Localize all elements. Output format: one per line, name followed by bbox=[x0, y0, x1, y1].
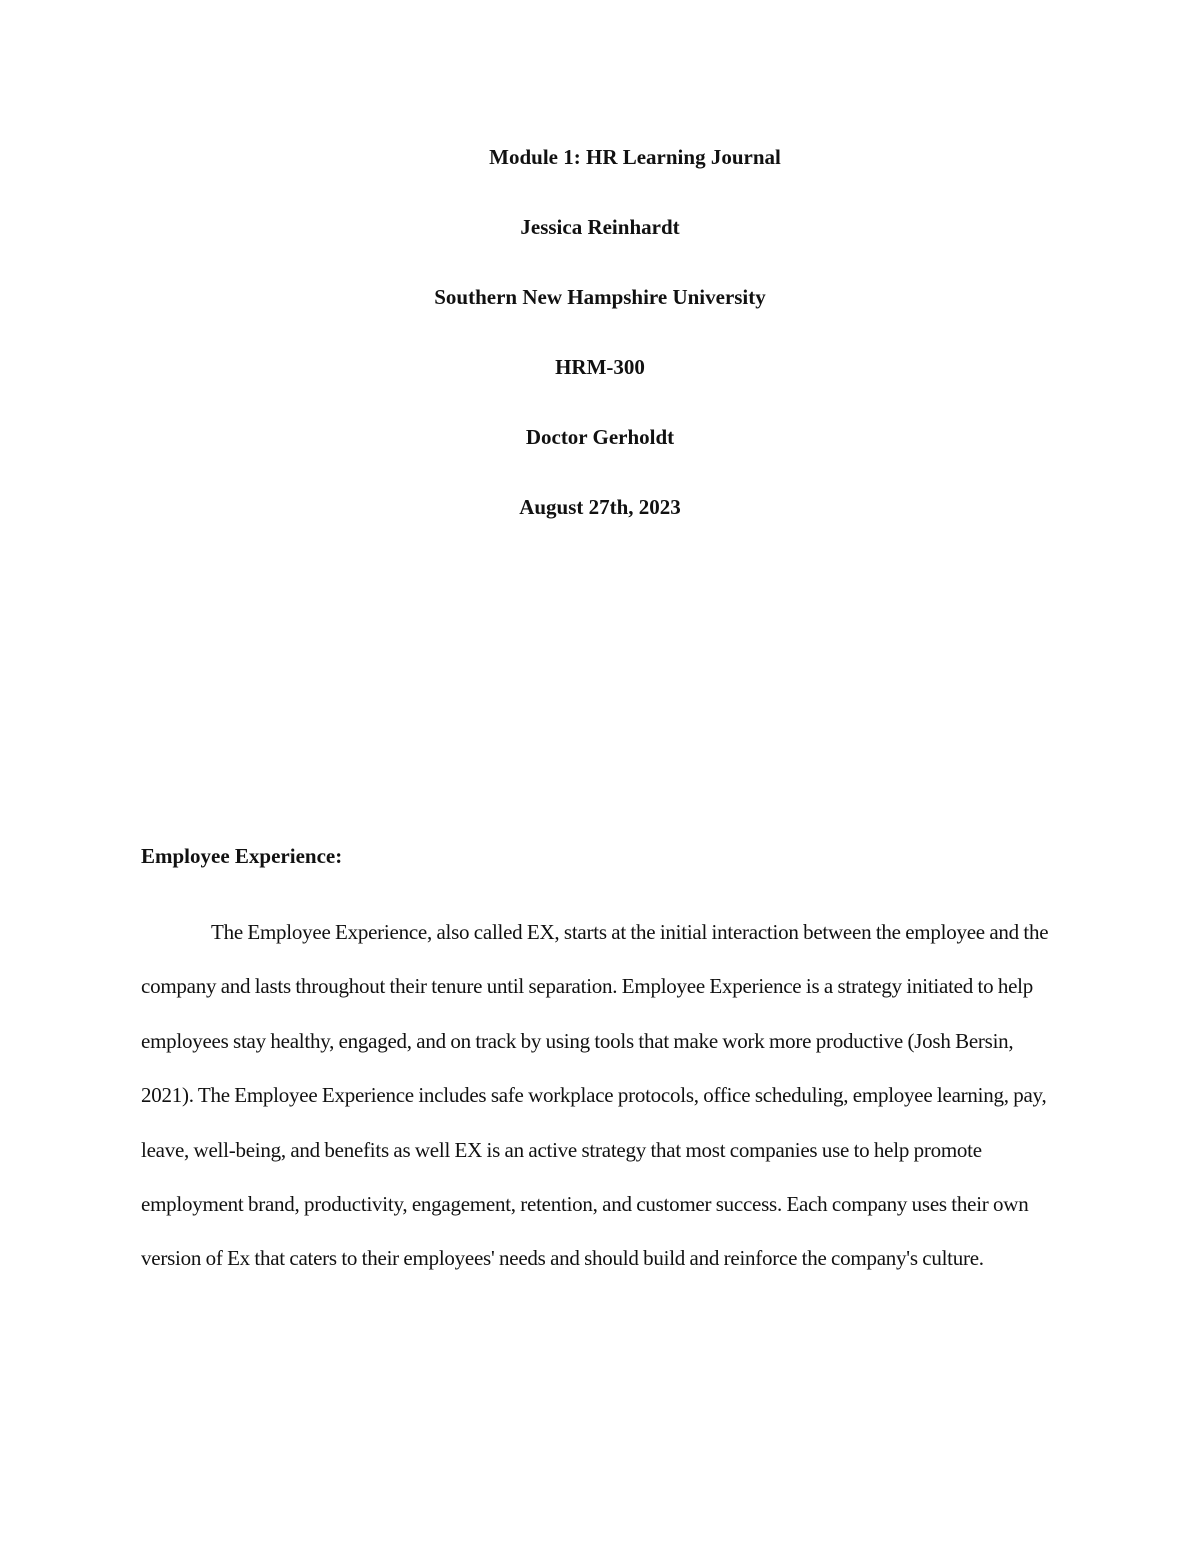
body-paragraph: The Employee Experience, also called EX, starts at the initial interaction between the employee and the company and lasts throughout their tenure until separation. Employee Experience is a strategy initiated to help employees stay healthy, engaged, and on track by using tools that make work more productive (Josh Bersin, 2021). The Employee Experience includes safe workplace protocols, office scheduling, employee learning, pay, leave, well-being, and benefits as well EX is an active strategy that most companies use to help promote employment brand, productivity, engagement, retention, and customer success. Each company uses their own version of Ex that caters to their employees' needs and should build and reinforce the company's culture. bbox=[141, 920, 1049, 1271]
section-heading: Employee Experience: bbox=[141, 844, 343, 868]
course-code: HRM-300 bbox=[555, 355, 645, 379]
author-name: Jessica Reinhardt bbox=[520, 215, 680, 239]
instructor-name: Doctor Gerholdt bbox=[525, 425, 675, 449]
institution-name: Southern New Hampshire University bbox=[434, 285, 766, 309]
document-title: Module 1: HR Learning Journal bbox=[489, 145, 781, 169]
title-block bbox=[0, 139, 1200, 559]
document-date: August 27th, 2023 bbox=[519, 495, 681, 519]
